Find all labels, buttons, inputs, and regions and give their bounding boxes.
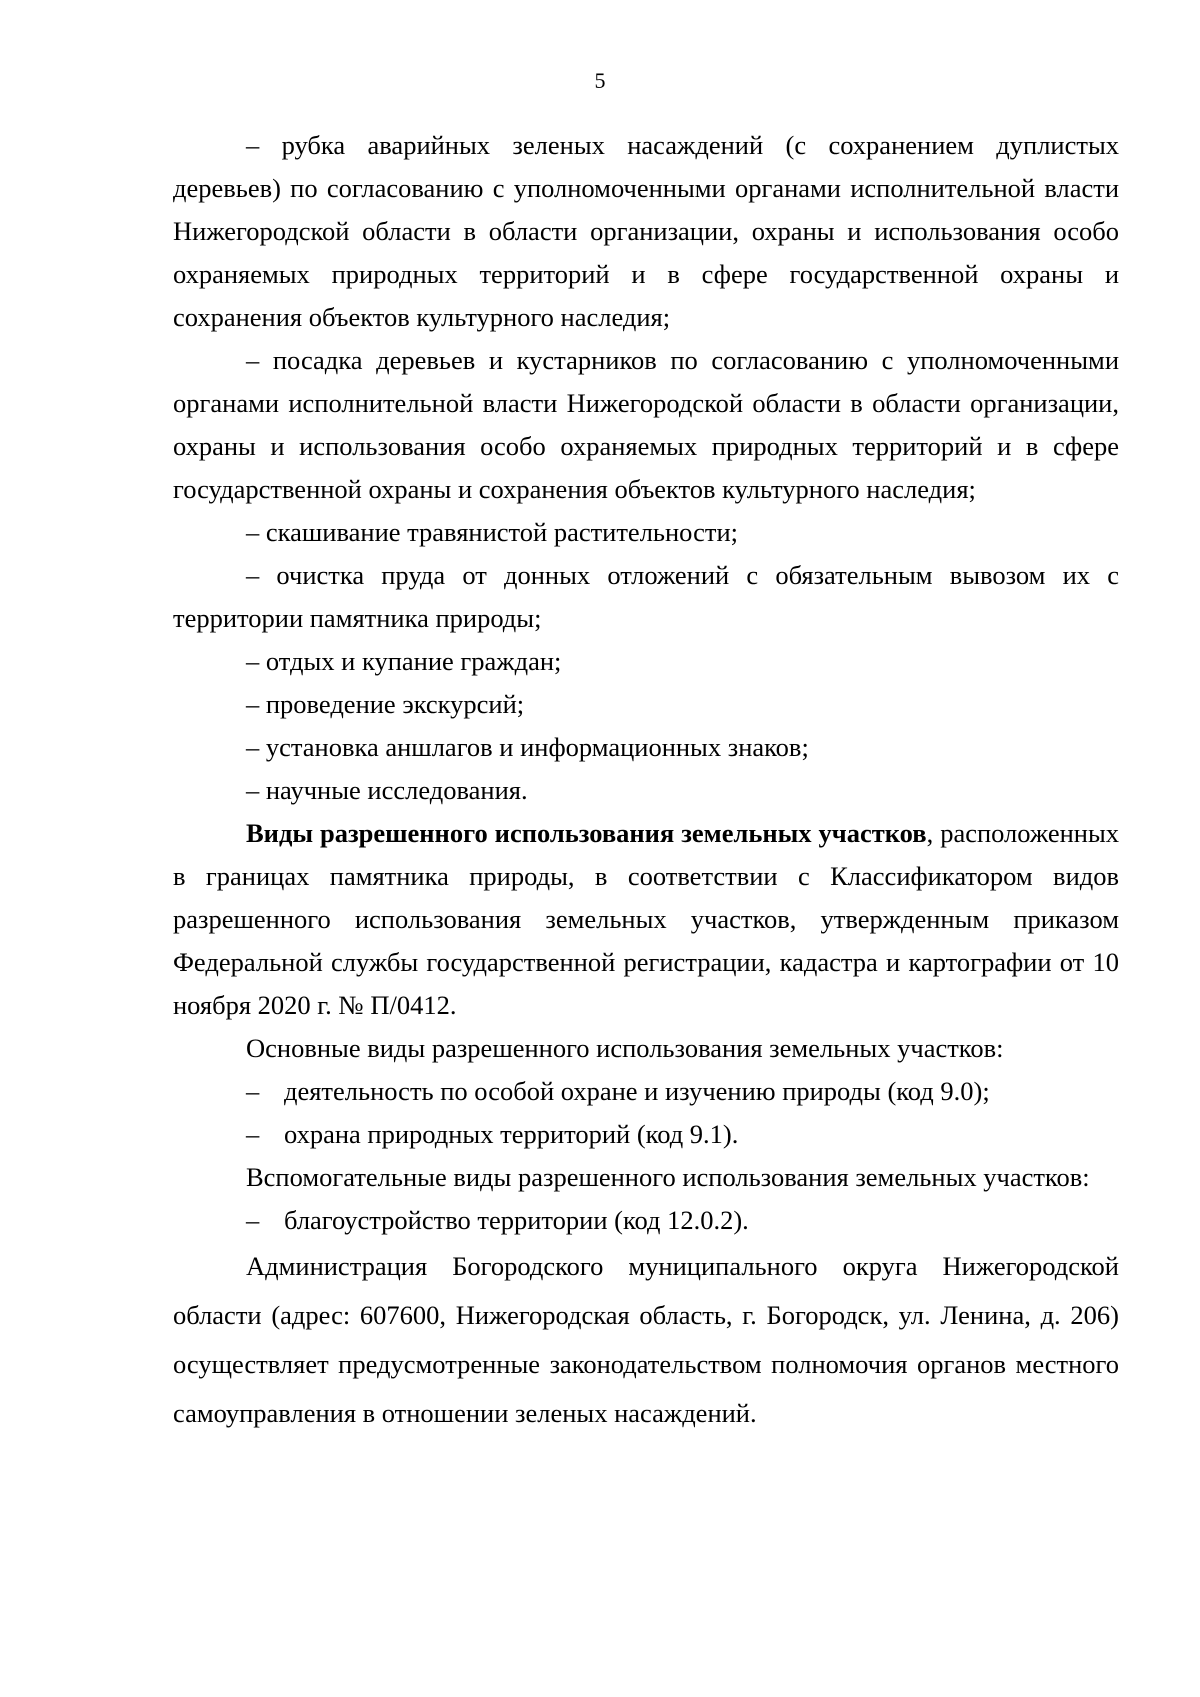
list-item-nature-protection (173, 1070, 1119, 1113)
land-use-text: , расположенных в границах памятника природы, в соответствии с Классификатором видов разрешенного использования земельных участков, утвержденным приказом Федеральной службы государственной регистрации, кадастра и картографии от 10 ноября 2020 г. № П/0412. (173, 818, 1120, 1020)
land-use-heading: Виды разрешенного использования земельных участков (246, 818, 927, 848)
paragraph-mowing: – скашивание травянистой растительности; (246, 517, 738, 547)
list-item-text: деятельность по особой охране и изучению природы (код 9.0); (284, 1076, 990, 1106)
page-number: 5 (594, 68, 606, 93)
document-body (173, 124, 1119, 1438)
paragraph-planting: – посадка деревьев и кустарников по согласованию с уполномоченными органами исполнительной власти Нижегородской области в области организации, охраны и использования особо охраняемых природных территорий и в сфере государственной охраны и сохранения объектов культурного наследия; (173, 345, 1119, 504)
list-dash: – (246, 1076, 260, 1106)
paragraph-administration: Администрация Богородского муниципального округа Нижегородской области (адрес: 607600, Нижегородская область, г. Богородск, ул. Ленина, д. 206) осуществляет предусмотренные законодательством полномочия органов местного самоуправления в отношении зеленых насаждений. (173, 1251, 1119, 1428)
paragraph-excursions: – проведение экскурсий; (246, 689, 525, 719)
list-dash: – (246, 1205, 260, 1235)
list-item-text: благоустройство территории (код 12.0.2). (284, 1205, 749, 1235)
list-item-territory-protection (173, 1113, 1119, 1156)
paragraph-research: – научные исследования. (246, 775, 528, 805)
paragraph-land-use-types (173, 812, 1119, 1027)
paragraph-pond-cleaning: – очистка пруда от донных отложений с обязательным вывозом их с территории памятника природы; (173, 560, 1119, 633)
paragraph-signs: – установка аншлагов и информационных знаков; (246, 732, 809, 762)
paragraph-auxiliary-uses: Вспомогательные виды разрешенного использования земельных участков: (246, 1162, 1090, 1192)
list-item-landscaping (173, 1199, 1119, 1242)
paragraph-recreation: – отдых и купание граждан; (246, 646, 562, 676)
list-item-text: охрана природных территорий (код 9.1). (284, 1119, 739, 1149)
list-dash: – (246, 1119, 260, 1149)
paragraph-felling: – рубка аварийных зеленых насаждений (с сохранением дуплистых деревьев) по согласованию с уполномоченными органами исполнительной власти Нижегородской области в области организации, охраны и использования особо охраняемых природных территорий и в сфере государственной охраны и сохранения объектов культурного наследия; (173, 130, 1119, 332)
paragraph-main-uses: Основные виды разрешенного использования земельных участков: (246, 1033, 1004, 1063)
